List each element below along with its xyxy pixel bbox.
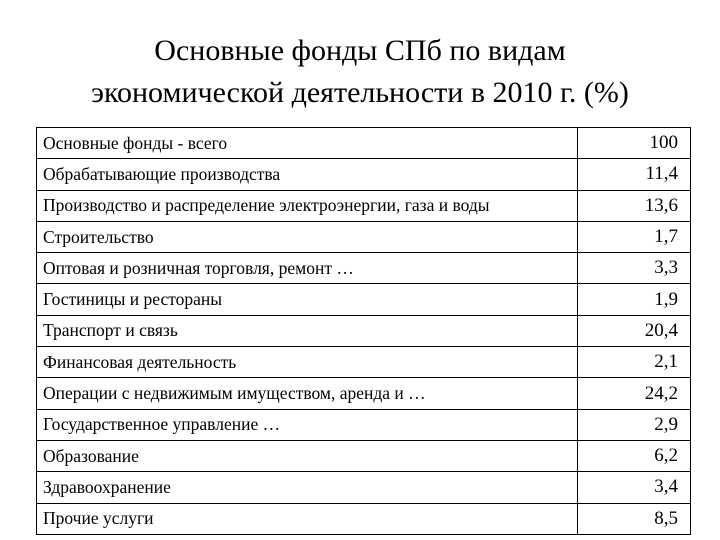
row-value: 6,2 [578,440,691,471]
table-row [37,409,691,440]
table-row [37,221,691,252]
row-label: Гостиницы и рестораны [37,284,578,315]
table-row [37,347,691,378]
row-label: Здравоохранение [37,472,578,503]
row-value: 8,5 [578,503,691,534]
row-label: Основные фонды - всего [37,128,578,159]
row-value: 2,1 [578,347,691,378]
table-row [37,159,691,190]
table-row [37,315,691,346]
row-label: Производство и распределение электроэнергии, газа и воды [37,190,578,221]
row-value: 3,3 [578,253,691,284]
row-value: 11,4 [578,159,691,190]
row-label: Прочие услуги [37,503,578,534]
title-line-2: экономической деятельности в 2010 г. (%) [91,76,629,109]
table-row [37,190,691,221]
table-row [37,128,691,159]
row-label: Строительство [37,221,578,252]
row-value: 13,6 [578,190,691,221]
table-row [37,440,691,471]
row-value: 24,2 [578,378,691,409]
row-value: 3,4 [578,472,691,503]
row-label: Транспорт и связь [37,315,578,346]
page-title [0,30,720,114]
row-value: 100 [578,128,691,159]
row-value: 2,9 [578,409,691,440]
table-row [37,378,691,409]
table-row [37,284,691,315]
row-label: Образование [37,440,578,471]
row-value: 1,7 [578,221,691,252]
row-value: 20,4 [578,315,691,346]
title-line-1: Основные фонды СПб по видам [154,34,566,67]
row-label: Финансовая деятельность [37,347,578,378]
row-label: Операции с недвижимым имуществом, аренда и … [37,378,578,409]
table-row [37,472,691,503]
row-label: Оптовая и розничная торговля, ремонт … [37,253,578,284]
row-value: 1,9 [578,284,691,315]
row-label: Обрабатывающие производства [37,159,578,190]
table-row [37,253,691,284]
row-label: Государственное управление … [37,409,578,440]
fixed-assets-table [36,127,691,535]
table-row [37,503,691,534]
